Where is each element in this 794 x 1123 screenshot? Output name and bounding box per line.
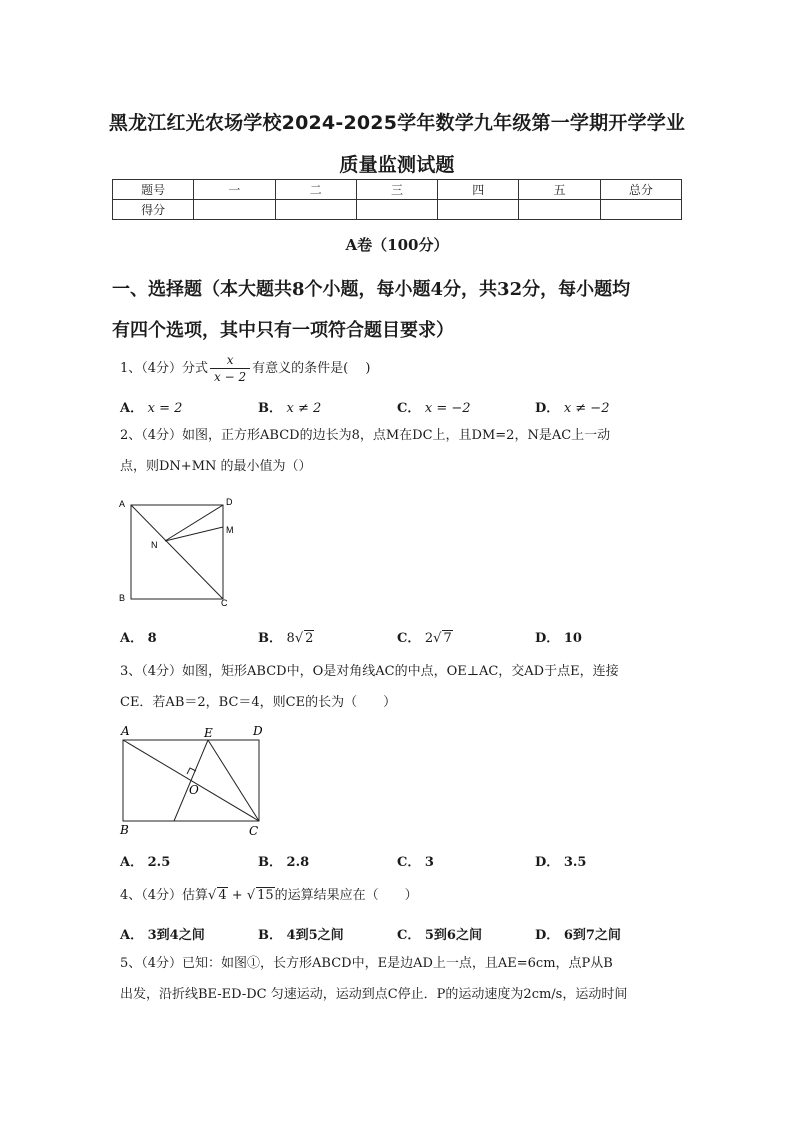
score-blank-cell[interactable]: [194, 200, 275, 220]
score-blank-cell[interactable]: [356, 200, 437, 220]
option-letter: A．: [120, 401, 144, 416]
score-cell: 二: [275, 180, 356, 200]
q4-option-d[interactable]: [535, 924, 621, 943]
label-n: N: [151, 540, 158, 550]
label-c: C: [221, 598, 228, 608]
q4-option-a[interactable]: [120, 924, 205, 943]
q4-option-c[interactable]: [397, 924, 482, 943]
score-row-label: 得分: [113, 200, 194, 220]
score-cell: 一: [194, 180, 275, 200]
label-a: A: [119, 499, 126, 509]
score-table-score-row: [113, 200, 682, 220]
score-cell: 总分: [600, 180, 681, 200]
option-text: 3: [424, 855, 434, 870]
segment-ce: [208, 740, 259, 821]
score-blank-cell[interactable]: [438, 200, 519, 220]
option-math: x ≠ −2: [563, 401, 610, 416]
option-letter: C．: [397, 928, 421, 943]
q4-suffix: 的运算结果应在（ ）: [274, 888, 418, 903]
q2-square-figure: [115, 495, 245, 610]
q1-option-a[interactable]: [120, 397, 182, 416]
option-math: x ≠ 2: [286, 401, 322, 416]
option-text: 2.5: [147, 855, 171, 870]
label-d: D: [253, 724, 263, 738]
option-text: 2.8: [286, 855, 310, 870]
q3-text-line-2: CE．若AB＝2，BC＝4，则CE的长为（ ）: [120, 695, 397, 710]
label-e: E: [204, 726, 213, 740]
q4-option-b[interactable]: [258, 924, 344, 943]
q2-option-a[interactable]: [120, 627, 157, 646]
option-math: x = −2: [424, 401, 471, 416]
option-coef: 2: [424, 631, 434, 646]
section-1-heading-line-2: 有四个选项，其中只有一项符合题目要求）: [112, 320, 454, 341]
q1-fraction-denominator: x − 2: [210, 368, 250, 385]
question-4: 4、（4分）估算√ 4 + √ 15的运算结果应在（ ）: [120, 888, 418, 903]
option-letter: B．: [258, 401, 282, 416]
option-letter: D．: [535, 928, 560, 943]
section-1-heading-line-1: 一、选择题（本大题共8个小题，每小题4分，共32分，每小题均: [112, 279, 631, 300]
label-o: O: [189, 783, 199, 797]
option-letter: C．: [397, 631, 421, 646]
option-letter: A．: [120, 855, 144, 870]
perpendicular-oe: [174, 740, 208, 821]
score-cell: 四: [438, 180, 519, 200]
option-text: 3.5: [563, 855, 587, 870]
q4-radicand-1: 4: [218, 888, 227, 903]
q4-prefix: 4、（4分）估算: [120, 888, 209, 903]
q1-option-c[interactable]: [397, 397, 471, 416]
q2-text-line-2: 点，则DN+MN 的最小值为（）: [120, 459, 312, 474]
score-table: [112, 179, 682, 220]
q3-option-c[interactable]: [397, 851, 434, 870]
option-letter: B．: [258, 928, 282, 943]
score-cell: 五: [519, 180, 600, 200]
q5-text-line-1: 5、（4分）已知：如图①，长方形ABCD中，E是边AD上一点，且AE=6cm，点P从B: [120, 956, 613, 971]
q2-option-b[interactable]: B． 8√ 2: [258, 631, 314, 646]
option-text: 5到6之间: [424, 928, 482, 943]
q1-suffix: 有意义的条件是( ): [252, 361, 371, 376]
option-letter: B．: [258, 631, 282, 646]
option-math: x = 2: [147, 401, 183, 416]
score-blank-cell[interactable]: [519, 200, 600, 220]
q2-option-d[interactable]: [535, 627, 582, 646]
score-cell: 题号: [113, 180, 194, 200]
option-letter: C．: [397, 855, 421, 870]
label-a: A: [121, 724, 130, 738]
title-line-2: 质量监测试题: [339, 154, 455, 176]
segment-dn: [165, 505, 223, 541]
option-letter: D．: [535, 401, 560, 416]
q1-prefix: 1、（4分）分式: [120, 361, 209, 376]
q3-option-a[interactable]: [120, 851, 170, 870]
option-letter: A．: [120, 631, 144, 646]
label-m: M: [226, 525, 234, 535]
option-text: 8: [147, 631, 157, 646]
q3-option-d[interactable]: [535, 851, 586, 870]
option-coef: 8: [286, 631, 295, 646]
paper-label: A卷（100分）: [345, 236, 449, 254]
q5-text-line-2: 出发，沿折线BE-ED-DC 匀速运动，运动到点C停止．P的运动速度为2cm/s，运动时间: [120, 987, 628, 1002]
q3-option-b[interactable]: [258, 851, 309, 870]
label-d: D: [226, 497, 233, 507]
score-blank-cell[interactable]: [275, 200, 356, 220]
option-letter: D．: [535, 631, 560, 646]
option-text: 10: [563, 631, 582, 646]
option-text: 6到7之间: [563, 928, 621, 943]
q2-option-c[interactable]: C． 2√ 7: [397, 631, 452, 646]
q1-fraction: [210, 352, 250, 385]
label-b: B: [119, 593, 126, 603]
option-letter: C．: [397, 401, 421, 416]
score-blank-cell[interactable]: [600, 200, 681, 220]
option-text: 3到4之间: [147, 928, 205, 943]
q4-radicand-2: 15: [257, 888, 274, 903]
diagonal-ac: [131, 505, 223, 599]
q1-option-d[interactable]: [535, 397, 609, 416]
score-cell: 三: [356, 180, 437, 200]
q4-plus: +: [231, 888, 243, 903]
option-letter: D．: [535, 855, 560, 870]
option-letter: B．: [258, 855, 282, 870]
q1-option-b[interactable]: [258, 397, 321, 416]
segment-mn: [165, 527, 223, 541]
q3-rectangle-figure: [112, 722, 272, 840]
score-table-header-row: [113, 180, 682, 200]
option-letter: A．: [120, 928, 144, 943]
option-radicand: 2: [305, 631, 314, 646]
label-c: C: [249, 824, 259, 838]
option-text: 4到5之间: [286, 928, 344, 943]
q2-text-line-1: 2、（4分）如图，正方形ABCD的边长为8，点M在DC上，且DM=2，N是AC上一动: [120, 428, 611, 443]
q3-text-line-1: 3、（4分）如图，矩形ABCD中，O是对角线AC的中点，OE⊥AC，交AD于点E，连接: [120, 664, 619, 679]
option-radicand: 7: [443, 631, 452, 646]
label-b: B: [120, 823, 129, 837]
title-line-1: 黑龙江红光农场学校2024-2025学年数学九年级第一学期开学学业: [108, 112, 686, 134]
q1-fraction-numerator: x: [226, 353, 234, 367]
question-1: [120, 352, 370, 385]
